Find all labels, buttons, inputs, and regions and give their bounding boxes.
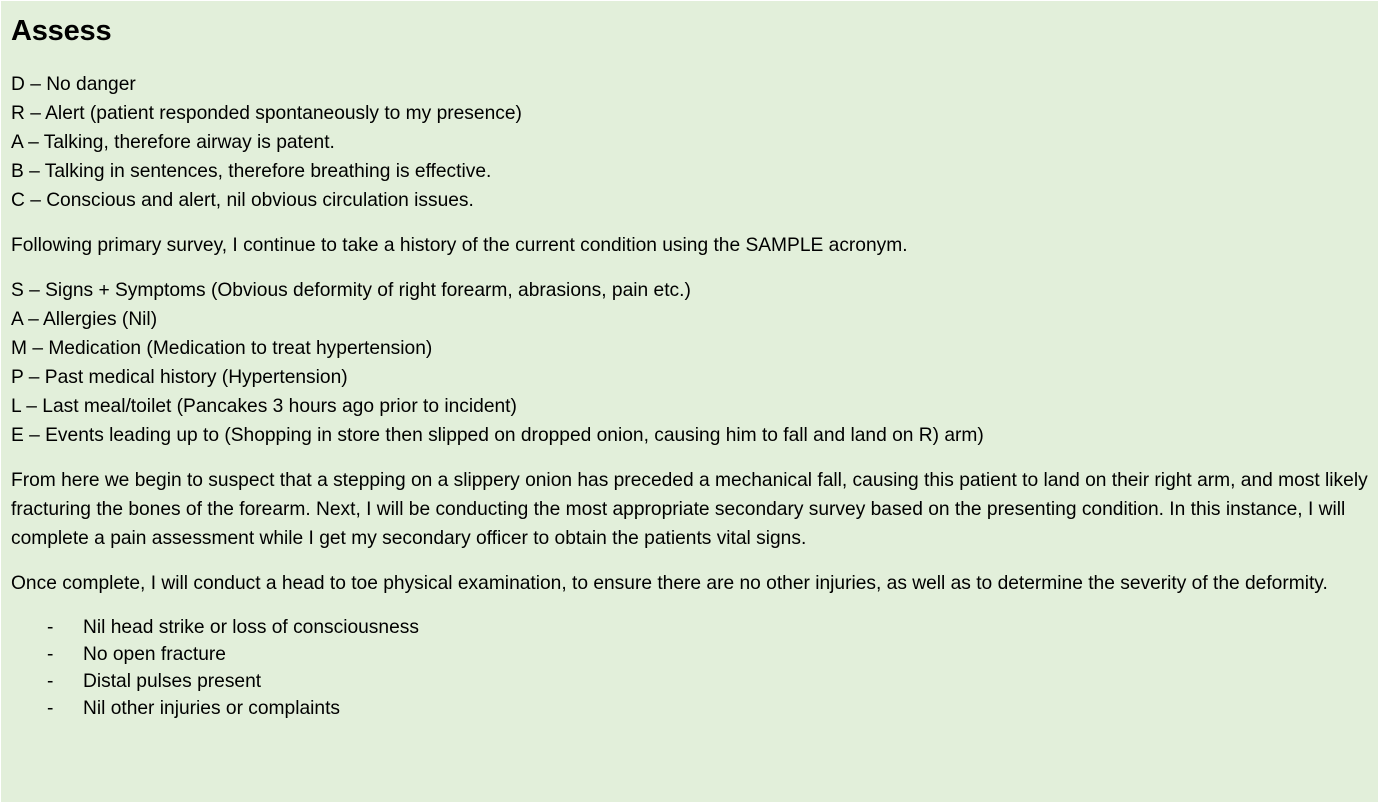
sample-intro-paragraph: Following primary survey, I continue to take a history of the current condition using the SAMPLE acronym.: [11, 235, 908, 256]
assess-panel: [1, 1, 1378, 802]
sample-item-events: E – Events leading up to (Shopping in store then slipped on dropped onion, causing him to fall and land on R) arm): [11, 425, 984, 446]
drabc-item-response: R – Alert (patient responded spontaneously to my presence): [11, 103, 522, 124]
drabc-list: [11, 70, 1378, 215]
bullet-dash: -: [47, 617, 54, 638]
sample-list: [11, 276, 1378, 450]
finding-text: Distal pulses present: [83, 671, 262, 692]
list-item: [11, 641, 1378, 668]
findings-list: [11, 614, 1378, 722]
list-item: [11, 695, 1378, 722]
sample-item-medication: M – Medication (Medication to treat hypertension): [11, 338, 433, 359]
finding-text: No open fracture: [83, 644, 226, 665]
section-heading: Assess: [11, 15, 112, 47]
sample-item-allergies: A – Allergies (Nil): [11, 309, 158, 330]
list-item: [11, 614, 1378, 641]
drabc-item-airway: A – Talking, therefore airway is patent.: [11, 132, 335, 153]
sample-item-signs: S – Signs + Symptoms (Obvious deformity of right forearm, abrasions, pain etc.): [11, 280, 691, 301]
bullet-dash: -: [47, 644, 54, 665]
bullet-dash: -: [47, 671, 54, 692]
sample-item-past-history: P – Past medical history (Hypertension): [11, 367, 348, 388]
finding-text: Nil other injuries or complaints: [83, 698, 340, 719]
drabc-item-breathing: B – Talking in sentences, therefore breathing is effective.: [11, 161, 492, 182]
drabc-item-danger: D – No danger: [11, 74, 136, 95]
drabc-item-circulation: C – Conscious and alert, nil obvious circulation issues.: [11, 190, 474, 211]
finding-text: Nil head strike or loss of consciousness: [83, 617, 419, 638]
list-item: [11, 668, 1378, 695]
bullet-dash: -: [47, 698, 54, 719]
examination-paragraph: Once complete, I will conduct a head to toe physical examination, to ensure there are no other injuries, as well as to determine the severity of the deformity.: [11, 573, 1328, 594]
assessment-paragraph: From here we begin to suspect that a stepping on a slippery onion has preceded a mechanical fall, causing this patient to land on their right arm, and most likely fracturing the bones of the forearm. Next, I will be conducting the most appropriate secondary survey based on the presenting condition. In this instance, I will complete a pain assessment while I get my secondary officer to obtain the patients vital signs.: [11, 470, 1368, 549]
sample-item-last-meal: L – Last meal/toilet (Pancakes 3 hours ago prior to incident): [11, 396, 517, 417]
